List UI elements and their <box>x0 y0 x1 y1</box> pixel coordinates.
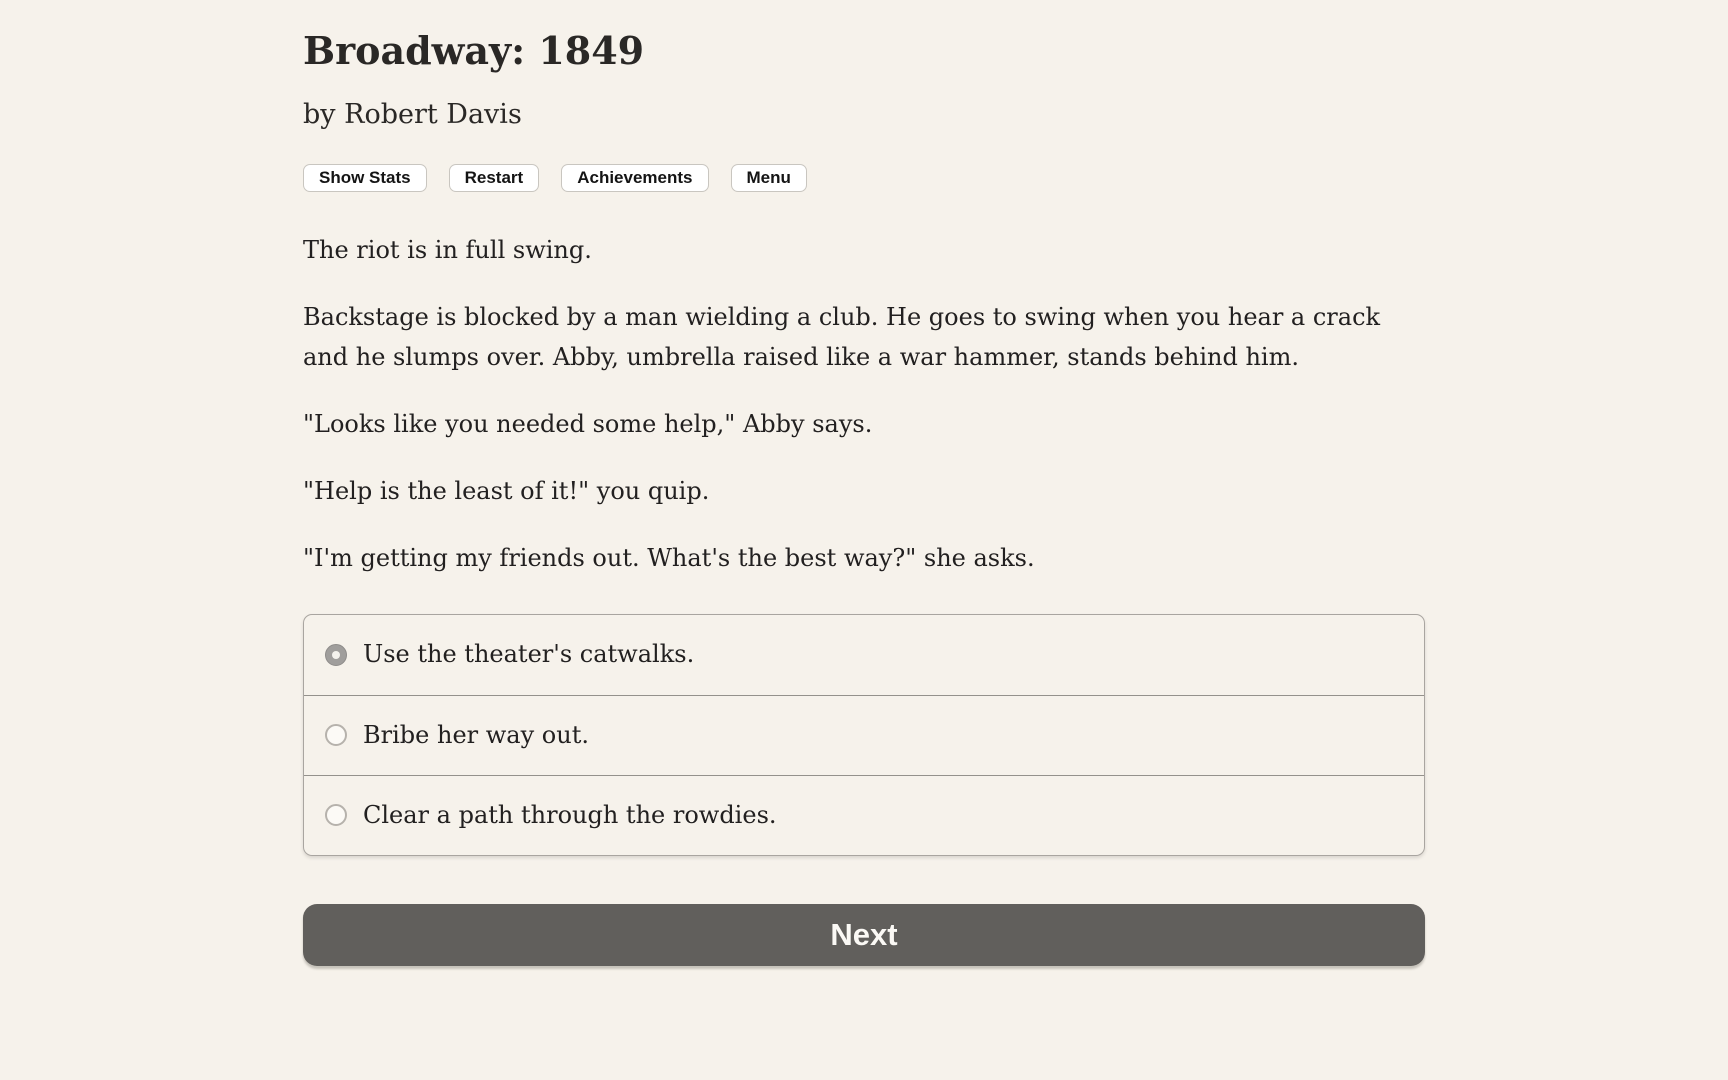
radio-button-icon[interactable] <box>325 644 347 666</box>
story-paragraph: The riot is in full swing. <box>303 236 592 265</box>
radio-button-icon[interactable] <box>325 804 347 826</box>
story-paragraph: "Help is the least of it!" you quip. <box>303 477 710 506</box>
story-paragraph: "I'm getting my friends out. What's the best way?" she asks. <box>303 544 1035 573</box>
show-stats-button[interactable]: Show Stats <box>303 164 427 192</box>
story-paragraph: "Looks like you needed some help," Abby says. <box>303 410 873 439</box>
toolbar <box>303 164 1425 192</box>
choice-group <box>303 614 1425 856</box>
choice-label: Use the theater's catwalks. <box>363 640 695 669</box>
restart-button[interactable]: Restart <box>449 164 540 192</box>
choice-option-clear-path[interactable] <box>304 776 1424 855</box>
choice-label: Bribe her way out. <box>363 720 589 749</box>
menu-button[interactable]: Menu <box>731 164 807 192</box>
story-text <box>303 230 1425 578</box>
choice-label: Clear a path through the rowdies. <box>363 800 777 829</box>
choice-option-catwalks[interactable] <box>304 615 1424 695</box>
game-title: Broadway: 1849 <box>303 28 645 73</box>
radio-button-icon[interactable] <box>325 724 347 746</box>
choice-option-bribe[interactable] <box>304 696 1424 776</box>
author-byline: by Robert Davis <box>303 99 522 131</box>
achievements-button[interactable]: Achievements <box>561 164 708 192</box>
story-paragraph: Backstage is blocked by a man wielding a club. He goes to swing when you hear a crack and he slumps over. Abby, umbrella raised like a war hammer, stands behind him. <box>303 303 1381 372</box>
game-page <box>303 0 1425 966</box>
next-button[interactable]: Next <box>303 904 1425 966</box>
